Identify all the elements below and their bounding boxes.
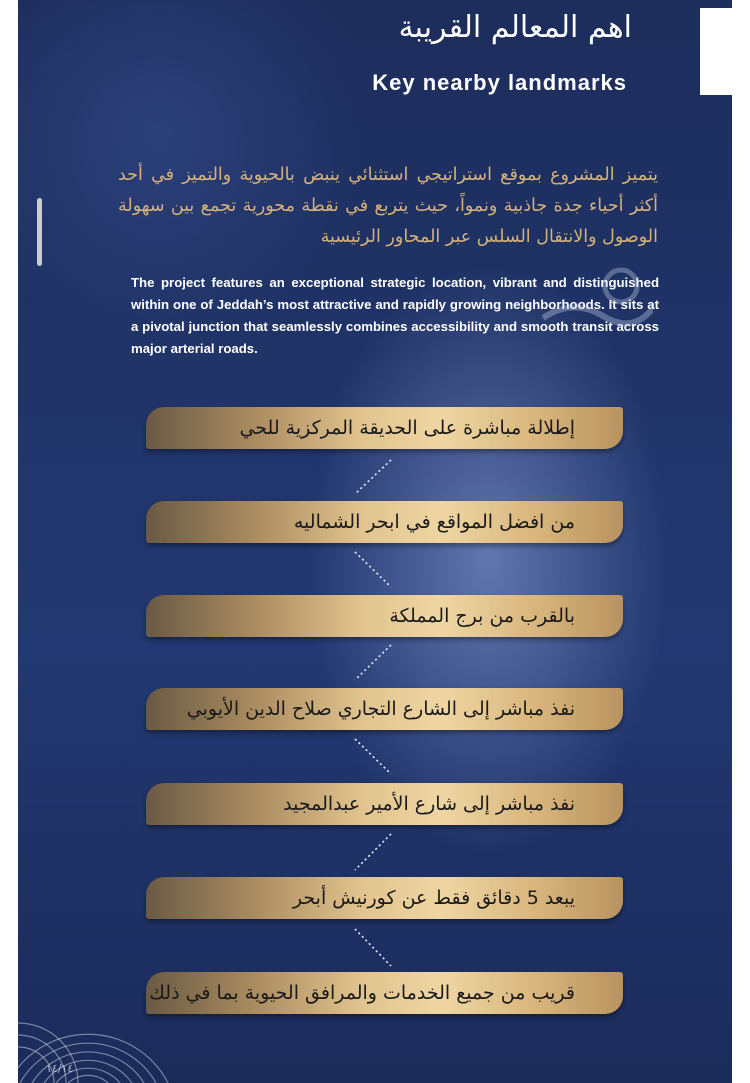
landmark-label: يبعد 5 دقائق فقط عن كورنيش أبحر	[292, 887, 575, 909]
landmark-item	[146, 407, 623, 449]
landmark-label: من افضل المواقع في ابحر الشماليه	[293, 511, 575, 533]
landmark-label: نفذ مباشر إلى الشارع التجاري صلاح الدين الأيوبي	[186, 698, 575, 720]
decorative-arcs-icon	[18, 880, 178, 1083]
landmark-item	[146, 877, 623, 919]
page-number: ١٤/١٤	[46, 1062, 74, 1075]
landmark-item	[146, 783, 623, 825]
landmark-item	[146, 501, 623, 543]
intro-paragraph-english: The project features an exceptional strategic location, vibrant and distinguished within one of Jeddah’s most attractive and rapidly growing neighborhoods. It sits at a pivotal junction that seamlessly combines accessibility and smooth transit across major arterial roads.	[131, 275, 659, 356]
landmark-label: نفذ مباشر إلى شارع الأمير عبدالمجيد	[283, 793, 575, 815]
landmark-item	[146, 688, 623, 730]
landmark-label: إطلالة مباشرة على الحديقة المركزية للحي	[239, 417, 575, 439]
landmark-label: بالقرب من برج المملكة	[389, 605, 575, 627]
page-title-english: Key nearby landmarks	[372, 70, 627, 95]
intro-paragraph-arabic: يتميز المشروع بموقع استراتيجي استثنائي ينبض بالحيوية والتميز في أحد أكثر أحياء جدة جاذبية ونمواً، حيث يتربع في نقطة محورية تجمع بين سهولة الوصول والانتقال السلس عبر المحاور الرئيسية	[118, 165, 658, 247]
page-title-arabic: اهم المعالم القريبة	[398, 10, 632, 45]
landmarks-page	[18, 0, 732, 1083]
landmark-label: قريب من جميع الخدمات والمرافق الحيوية بما في ذلك	[149, 982, 575, 1004]
landmark-item	[146, 972, 623, 1014]
side-tab	[700, 8, 732, 95]
landmark-item	[146, 595, 623, 637]
